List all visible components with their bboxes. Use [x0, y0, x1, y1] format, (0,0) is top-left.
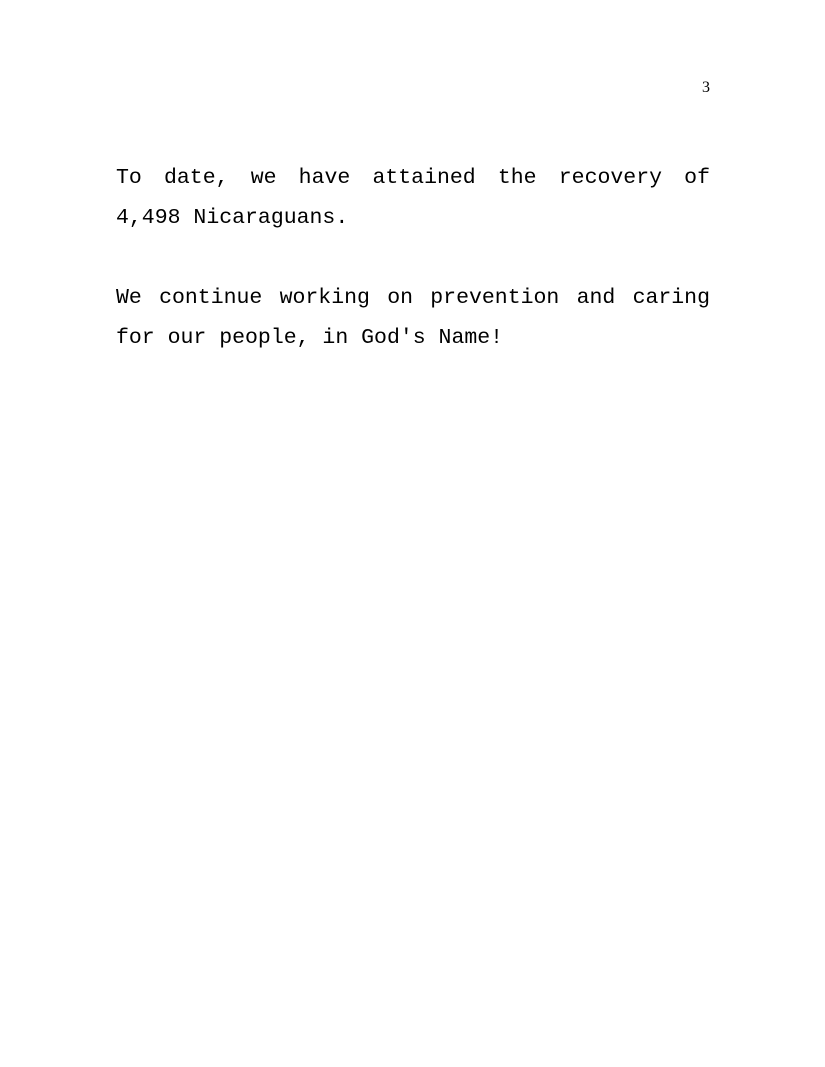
- paragraph-prevention: We continue working on prevention and caring for our people, in God's Name!: [116, 286, 710, 350]
- paragraph-recovery: To date, we have attained the recovery of 4,498 Nicaraguans.: [116, 166, 710, 230]
- page-number: 3: [702, 79, 710, 96]
